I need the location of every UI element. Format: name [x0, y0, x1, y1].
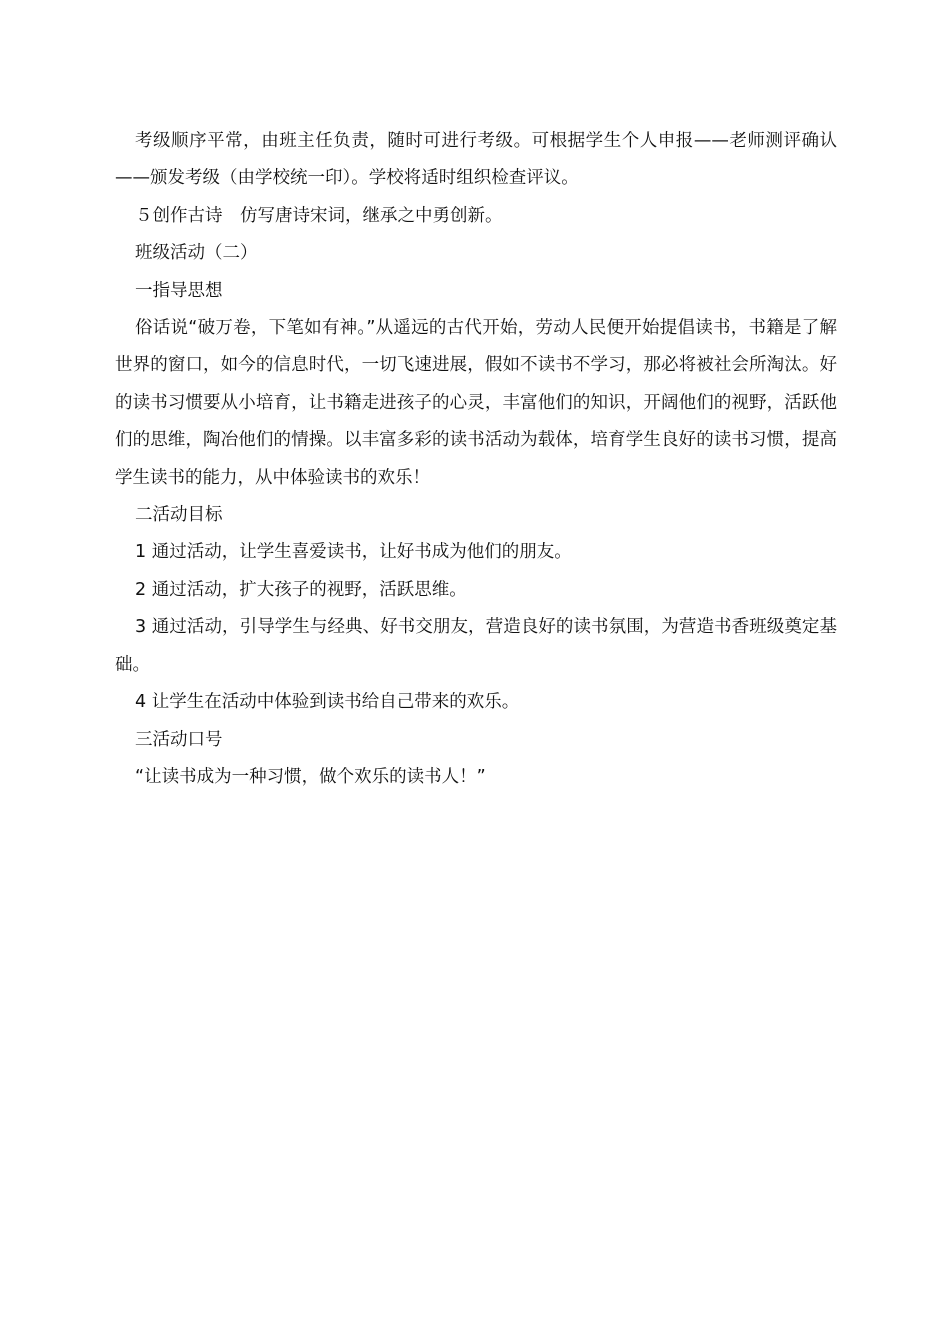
activity-slogan: “让读书成为一种习惯，做个欢乐的读书人！” [135, 766, 486, 787]
paragraph-item-5-poetry: ５创作古诗 仿写唐诗宋词，继承之中勇创新。 [135, 205, 503, 226]
heading-activity-slogan: 三活动口号 [135, 729, 223, 750]
paragraph-exam-procedure: 考级顺序平常，由班主任负责，随时可进行考级。可根据学生个人申报——老师测评确认——颁发考级（由学校统一印）。学校将适时组织检查评议。 [115, 131, 837, 189]
paragraph-guiding-ideology: 俗话说“破万卷，下笔如有神。”从遥远的古代开始，劳动人民便开始提倡读书，书籍是了解世界的窗口，如今的信息时代，一切飞速进展，假如不读书不学习，那必将被社会所淘汰。好的读书习惯要从小培育，让书籍走进孩子的心灵，丰富他们的知识，开阔他们的视野，活跃他们的思维，陶冶他们的情操。以丰富多彩的读书活动为载体，培育学生良好的读书习惯，提高学生读书的能力，从中体验读书的欢乐！ [115, 318, 837, 488]
goal-item-3: 3 通过活动，引导学生与经典、好书交朋友，营造良好的读书氛围，为营造书香班级奠定基础。 [115, 617, 837, 675]
heading-activity-goals: 二活动目标 [135, 505, 223, 526]
goal-item-2: 2 通过活动，扩大孩子的视野，活跃思维。 [135, 579, 467, 600]
goal-item-1: 1 通过活动，让学生喜爱读书，让好书成为他们的朋友。 [135, 542, 572, 563]
heading-guiding-ideology: 一指导思想 [135, 280, 223, 301]
goal-item-4: 4 让学生在活动中体验到读书给自己带来的欢乐。 [135, 692, 520, 713]
document-body [115, 123, 837, 796]
section-heading-class-activity-2: 班级活动（二） [135, 243, 258, 264]
